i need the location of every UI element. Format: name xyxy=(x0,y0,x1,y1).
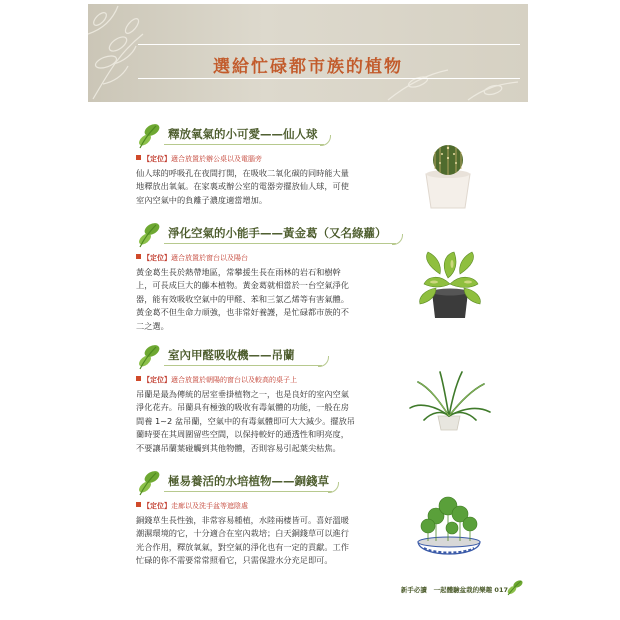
leaf-icon xyxy=(136,120,162,150)
book-page xyxy=(88,4,528,612)
bullet-square-icon xyxy=(136,254,141,259)
page-title: 選給忙碌都市族的植物 xyxy=(213,57,403,77)
section-body: 仙人球的呼吸孔在夜間打開，在吸收二氧化碳的同時能大量 地釋放出氧氣。在家裏或辦公室的電器旁擺放仙人球，可使 室內空氣中的負離子濃度適當增加。 xyxy=(136,168,349,205)
leaf-icon xyxy=(136,219,162,249)
section-title: 釋放氧氣的小可愛——仙人球 xyxy=(168,127,318,141)
heading-rule xyxy=(164,365,322,366)
heading-rule-end xyxy=(320,135,331,146)
placement-note: 【定位】適合放置於朝陽的窗台以及較高的桌子上 xyxy=(136,375,508,385)
leaf-icon xyxy=(136,467,162,497)
spider-plant-image xyxy=(406,366,492,432)
page-banner xyxy=(88,4,528,102)
section-body: 銅錢草生長性強，非常容易種植，水陸兩棲皆可。喜好溫暖 潮濕環境的它，十分適合在室內栽培；白天銅錢草可以進行 光合作用，釋放氧氣，對空氣的淨化也有一定的貢獻。工作 忙碌的你不需要常常照看它，只需保證水分充足即可。 xyxy=(136,515,349,566)
heading-rule-end xyxy=(392,234,403,245)
page-footer: 新手必讀 一起體驗盆栽的樂趣 017 xyxy=(400,586,508,594)
bullet-square-icon xyxy=(136,376,141,381)
section-title: 淨化空氣的小能手——黃金葛（又名綠蘿） xyxy=(168,226,387,240)
banner-top-rule xyxy=(138,44,520,45)
section-title: 極易養活的水培植物——銅錢草 xyxy=(168,474,329,488)
footer-leaf-icon xyxy=(506,578,524,596)
section-body: 吊蘭是最為傳統的居室垂掛植物之一，也是良好的室內空氣 淨化花卉。吊蘭具有極強的吸收有毒氣體的功能，一般在房 間養 1~2 盆吊蘭，空氣中的有毒氣體即可大大減少。擺放吊 蘭時要在其周圍留些空間，以保持較好的通透性和明亮度， 不要讓吊蘭葉碰觸到其他物體，否則容易引起葉尖枯焦。 xyxy=(136,389,355,453)
leaf-icon xyxy=(136,341,162,371)
heading-rule xyxy=(164,491,332,492)
placement-note: 【定位】適合放置於窗台以及陽台 xyxy=(136,253,508,263)
bullet-square-icon xyxy=(136,155,141,160)
section-title: 室內甲醛吸收機——吊蘭 xyxy=(168,348,295,362)
banner-bottom-rule xyxy=(138,78,520,79)
cactus-pot-image xyxy=(418,134,478,210)
heading-rule xyxy=(164,144,324,145)
heading-rule-end xyxy=(318,356,329,367)
heading-rule xyxy=(164,243,396,244)
placement-note: 【定位】適合放置於辦公桌以及電腦旁 xyxy=(136,154,508,164)
section-body: 黃金葛生長於熱帶地區，常攀援生長在雨林的岩石和樹幹 上，可長成巨大的藤本植物。黃金葛就相當於一台空氣淨化 器，能有效吸收空氣中的甲醛、苯和三氯乙烯等有害氣體。 黃金葛不但生命力頑強，也非常好養護，是忙碌都市族的不 二之選。 xyxy=(136,267,349,331)
pothos-pot-image xyxy=(410,244,490,320)
pennywort-bowl-image xyxy=(406,494,492,564)
placement-note: 【定位】走廊以及洗手盆等遮陰處 xyxy=(136,501,508,511)
heading-rule-end xyxy=(328,482,339,493)
bullet-square-icon xyxy=(136,502,141,507)
